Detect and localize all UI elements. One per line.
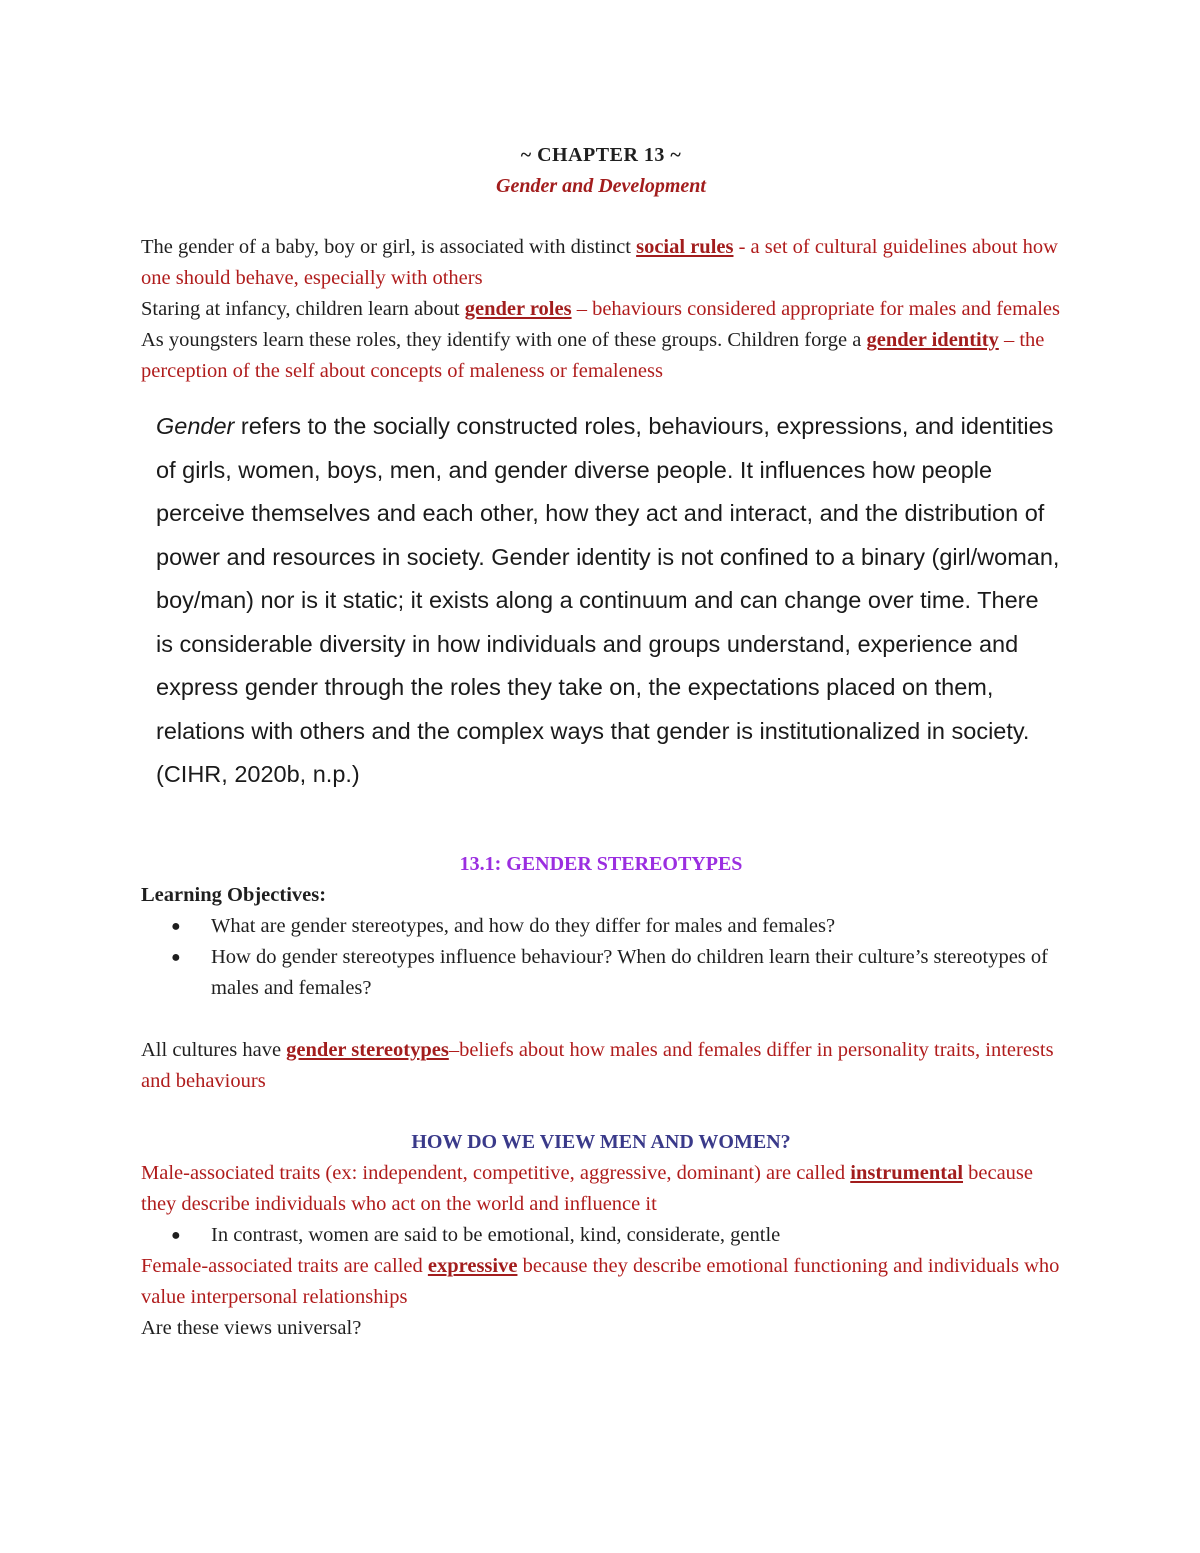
male-traits-paragraph [141, 1158, 1061, 1220]
intro-paragraph-3 [141, 325, 1061, 387]
bullet-icon: ● [171, 917, 181, 935]
objective-text: What are gender stereotypes, and how do they differ for males and females? [211, 914, 836, 937]
chapter-subtitle: Gender and Development [496, 175, 706, 197]
intro-p1-text: The gender of a baby, boy or girl, is associated with distinct [141, 236, 637, 258]
term-expressive: expressive [427, 1254, 518, 1277]
list-item [171, 942, 1061, 1004]
contrast-list [141, 1220, 1061, 1251]
term-gender-roles: gender roles [464, 298, 572, 320]
learning-objectives-list [141, 911, 1061, 1004]
section-title: 13.1: GENDER STEREOTYPES [459, 852, 743, 875]
stereotypes-paragraph [141, 1035, 1061, 1097]
learning-objectives-heading: Learning Objectives: [141, 883, 327, 906]
spacer [141, 1004, 1061, 1035]
quote-body: refers to the socially constructed roles, behaviours, expressions, and identities of girls, women, boys, men, and gender diverse people. It influences how people perceive themselves and each other, how they act and interact, and the distribution of power and resources in society. Gender identity is not confined to a binary (girl/woman, boy/man) nor is it static; it exists along a continuum and can change over time. There is considerable diversity in how individuals and groups understand, experience and express gender through the roles they take on, the expectations placed on them, relations with others and the complex ways that gender is institutionalized in society. (CIHR, 2020b, n.p.) [156, 413, 1060, 787]
term-gender-identity: gender identity [866, 329, 999, 351]
term-instrumental: instrumental [850, 1161, 964, 1184]
stereotypes-text: All cultures have [141, 1038, 287, 1061]
intro-p3-text: As youngsters learn these roles, they identify with one of these groups. Children forge a [141, 329, 867, 351]
intro-p2-text: Staring at infancy, children learn about [141, 298, 465, 320]
stereotypes-definition: –beliefs about how males and females differ in personality traits, interests and behaviours [141, 1038, 1054, 1092]
view-heading: HOW DO WE VIEW MEN AND WOMEN? [411, 1130, 791, 1153]
male-traits-text: Male-associated traits (ex: independent, competitive, aggressive, dominant) are called [141, 1161, 851, 1184]
chapter-title: ~ CHAPTER 13 ~ [520, 144, 682, 166]
female-traits-paragraph [141, 1251, 1061, 1313]
document-page [141, 140, 1061, 1344]
intro-paragraph-2 [141, 294, 1061, 325]
intro-p3-definition: – the perception of the self about concepts of maleness or femaleness [141, 329, 1045, 382]
term-gender-stereotypes: gender stereotypes [286, 1038, 449, 1061]
term-social-rules: social rules [636, 236, 734, 258]
gender-definition-quote [156, 405, 1061, 797]
quote-lead-word: Gender [156, 413, 235, 439]
female-traits-definition: because they describe emotional functioning and individuals who value interpersonal relationships [141, 1254, 1060, 1308]
contrast-text: In contrast, women are said to be emotional, kind, considerate, gentle [211, 1223, 781, 1246]
list-item [171, 1220, 1061, 1251]
intro-p2-definition: – behaviours considered appropriate for males and females [571, 298, 1060, 320]
intro-paragraph-1 [141, 232, 1061, 294]
male-traits-definition: because they describe individuals who act on the world and influence it [141, 1161, 1034, 1215]
list-item [171, 911, 1061, 942]
intro-p1-definition: - a set of cultural guidelines about how one should behave, especially with others [141, 236, 1058, 289]
female-traits-text: Female-associated traits are called [141, 1254, 428, 1277]
bullet-icon: ● [171, 948, 181, 966]
universal-question: Are these views universal? [141, 1316, 362, 1339]
objective-text: How do gender stereotypes influence behaviour? When do children learn their culture’s stereotypes of males and females? [211, 945, 1048, 999]
bullet-icon: ● [171, 1226, 181, 1244]
